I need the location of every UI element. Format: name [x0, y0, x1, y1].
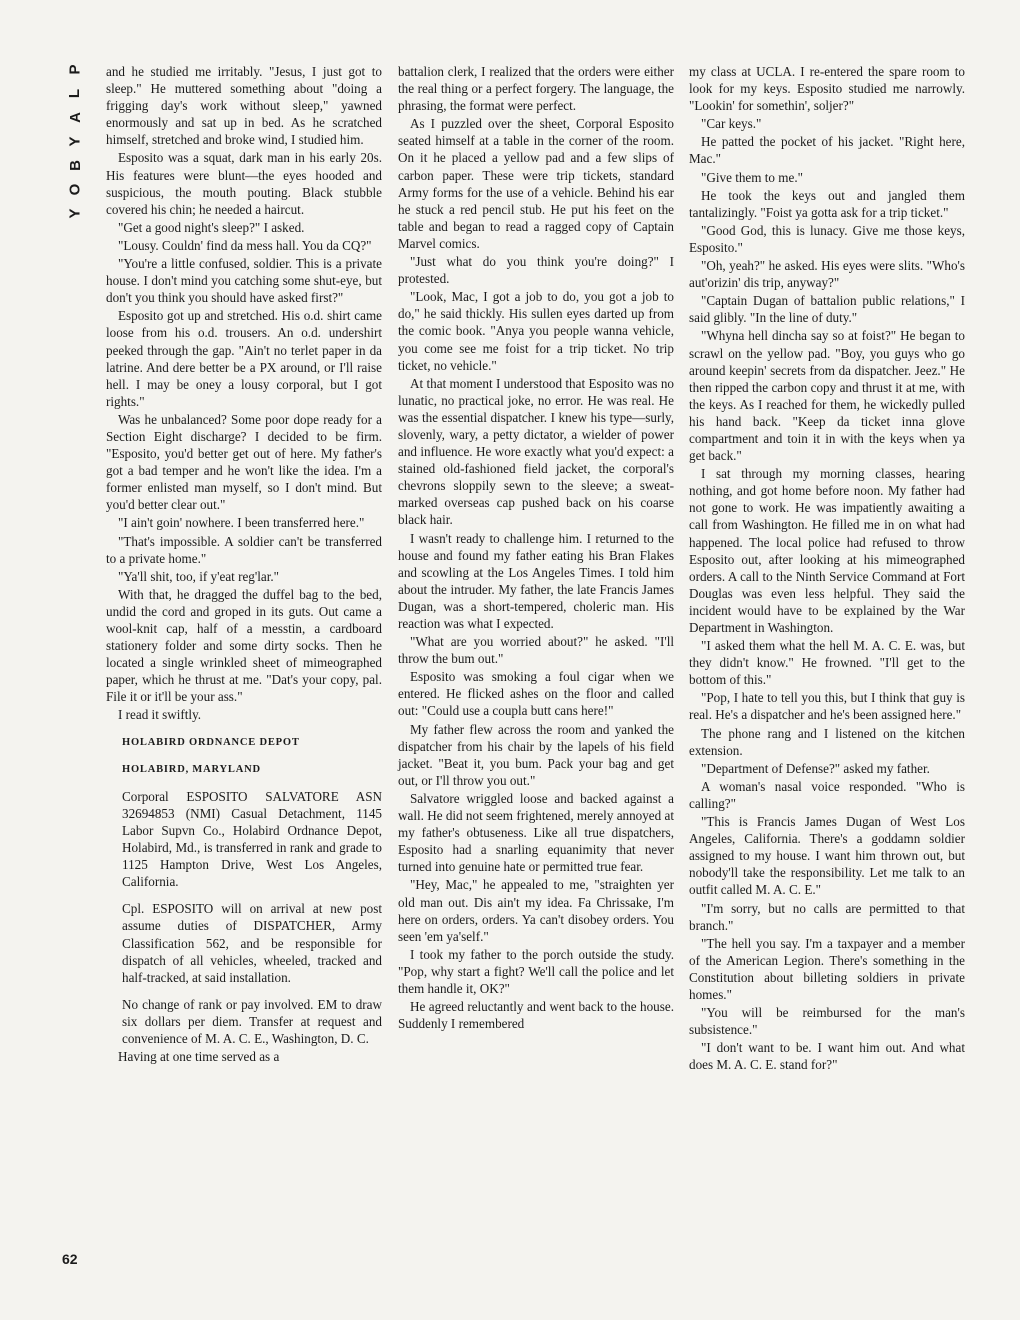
paragraph: "You will be reimbursed for the man's subsistence." — [689, 1005, 965, 1038]
masthead-letter: B — [66, 160, 84, 171]
paragraph: battalion clerk, I realized that the orders were either the real thing or a perfect forgery. The language, the phrasing, the format were perfect. — [398, 64, 674, 114]
masthead-letter: Y — [66, 208, 84, 219]
paragraph: "I'm sorry, but no calls are permitted to that branch." — [689, 900, 965, 933]
text-column-2 — [398, 63, 674, 1033]
paragraph: "Get a good night's sleep?" I asked. — [118, 219, 305, 235]
paragraph: Esposito was a squat, dark man in his early 20s. His features were blunt—the eyes hooded and suspicious, the mouth pouting. Black stubble covered his chin; he needed a haircut. — [106, 150, 382, 217]
paragraph: I sat through my morning classes, hearing nothing, and got home before noon. My father had not gone to work. He was impatiently awaiting a call from Washington. He filled me in on what had happened. The local police had refused to throw Esposito out, after looking at his mimeographed orders. A call to the Ninth Service Command at Fort Douglas was even less helpful. They said the incident would have to be explained by the War Department in Washington. — [689, 466, 965, 635]
memo-heading: HOLABIRD, MARYLAND — [122, 763, 261, 775]
magazine-masthead — [64, 62, 86, 242]
paragraph: At that moment I understood that Esposito was no lunatic, no practical joke, no error. He was real. He was the essential dispatcher. I knew his type—surly, slovenly, wary, a petty dictator, a wielder of power and influence. He wore exactly what you'd expect: a stained old-fashioned field jacket, the corporal's chevrons sloppily sewn to the sleeve; a sweat-marked overseas cap pushed back on his coarse black hair. — [398, 375, 674, 528]
memo-paragraph: Cpl. ESPOSITO will on arrival at new post assume duties of DISPATCHER, Army Classification 562, and be responsible for dispatch of all vehicles, wheeled, tracked and half-tracked, at said installation. — [122, 901, 382, 985]
paragraph: With that, he dragged the duffel bag to the bed, undid the cord and groped in its guts. Out came a wool-knit cap, half of a messtin, a cardboard stationery folder and some dirty socks. Then he located a single wrinkled sheet of mimeographed paper, which he thrust at me. "Dat's your copy, pal. File it or it'll be your ass." — [106, 586, 382, 705]
paragraph: "This is Francis James Dugan of West Los Angeles, California. There's a goddamn soldier assigned to my house. I want him thrown out, but nobody'll take the responsibility. Let me talk to an outfit called M. A. C. E." — [689, 814, 965, 898]
paragraph: "The hell you say. I'm a taxpayer and a member of the American Legion. There's something in the Constitution about billeting soldiers in private homes." — [689, 935, 965, 1002]
paragraph: "I ain't goin' nowhere. I been transferred here." — [118, 515, 365, 531]
masthead-letter: P — [66, 64, 84, 75]
paragraph: Was he unbalanced? Some poor dope ready for a Section Eight discharge? I decided to be firm. "Esposito, you'd better get out of here. My father's got a bad temper and he won't like the idea. I'm a former enlisted man myself, so I don't mind. But you'd better clear out." — [106, 411, 382, 513]
paragraph: Having at one time served as a — [118, 1049, 280, 1065]
paragraph: "Whyna hell dincha say so at foist?" He began to scrawl on the yellow pad. "Boy, you guys who go around keepin' secrets from da dispatcher. Jeez." He then ripped the carbon copy and thrust it at me, with the keys. As I reached for them, he wickedly pulled his hand back. "Keep da ticket inna glove compartment and toin it in with the keys when ya get back." — [689, 328, 965, 464]
page-number: 62 — [62, 1251, 78, 1267]
text-column-1 — [106, 63, 382, 1066]
paragraph: Esposito was smoking a foul cigar when we entered. He flicked ashes on the floor and called out: "Could use a coupla butt cans here!" — [398, 669, 674, 719]
paragraph: I wasn't ready to challenge him. I returned to the house and found my father eating his Bran Flakes and scowling at the Los Angeles Times. I told him about the intruder. My father, the late Francis James Dugan, was a short-tempered, choleric man. His reaction was what I expected. — [398, 530, 674, 631]
paragraph: "Lousy. Couldn' find da mess hall. You da CQ?" — [118, 237, 372, 253]
paragraph: "Just what do you think you're doing?" I protested. — [398, 254, 674, 287]
paragraph: and he studied me irritably. "Jesus, I just got to sleep." He muttered something about "doing a frigging day's work without sleep," yawned enormously and sat up in bed. As he scratched himself, stretched and broke wind, I studied him. — [106, 64, 382, 148]
paragraph: my class at UCLA. I re-entered the spare room to look for my keys. Esposito studied me narrowly. "Lookin' for somethin', soljer?" — [689, 64, 965, 114]
paragraph: "Hey, Mac," he appealed to me, "straighten yer old man out. Dis ain't my idea. Fa Chrissake, I'm here on orders, orders. Ya can't disobey orders. You seen 'em ya'self." — [398, 877, 674, 944]
paragraph: "Ya'll shit, too, if y'eat reg'lar." — [118, 568, 280, 584]
paragraph: "You're a little confused, soldier. This is a private house. I don't mind you catching some shut-eye, but don't you think you should have asked first?" — [106, 256, 382, 306]
paragraph: Esposito got up and stretched. His o.d. shirt came loose from his o.d. trousers. An o.d. undershirt peeked through the gap. "Ain't no terlet paper in da latrine. And dere better be a PX around, or I'll raise hell. I may be oney a lousy corporal, but I got rights." — [106, 308, 382, 409]
paragraph: He patted the pocket of his jacket. "Right here, Mac." — [689, 134, 965, 167]
paragraph: The phone rang and I listened on the kitchen extension. — [689, 725, 965, 758]
paragraph: "Department of Defense?" asked my father. — [701, 760, 930, 776]
masthead-letter: O — [66, 183, 84, 196]
paragraph: "Oh, yeah?" he asked. His eyes were slits. "Who's aut'orizin' dis trip, anyway?" — [689, 258, 965, 291]
paragraph: "I asked them what the hell M. A. C. E. was, but they didn't know." He frowned. "I'll get to the bottom of this." — [689, 638, 965, 688]
paragraph: "That's impossible. A soldier can't be transferred to a private home." — [106, 533, 382, 566]
paragraph: "Captain Dugan of battalion public relations," I said glibly. "In the line of duty." — [689, 293, 965, 326]
memo-paragraph: No change of rank or pay involved. EM to draw six dollars per diem. Transfer at request and convenience of M. A. C. E., Washington, D. C. — [122, 996, 382, 1046]
paragraph: "Good God, this is lunacy. Give me those keys, Esposito." — [689, 222, 965, 255]
paragraph: He agreed reluctantly and went back to the house. Suddenly I remembered — [398, 999, 674, 1032]
paragraph: As I puzzled over the sheet, Corporal Esposito seated himself at a table in the corner of the room. On it he placed a yellow pad and a few slips of carbon paper. These were trip tickets, standard Army forms for the use of a vehicle. Behind his ear he stuck a red pencil stub. He put his feet on the table and began to read a ragged copy of Captain Marvel comics. — [398, 116, 674, 251]
paragraph: "Give them to me." — [701, 169, 803, 185]
paragraph: Salvatore wriggled loose and backed against a wall. He did not seem frightened, merely annoyed at my father's obtuseness. Like all true dispatchers, Esposito had a snarling equanimity that never turned into genuine hate or permitted true fear. — [398, 790, 674, 875]
paragraph: I read it swiftly. — [118, 707, 202, 723]
text-column-3 — [689, 63, 965, 1074]
memo-paragraph: Corporal ESPOSITO SALVATORE ASN 32694853 (NMI) Casual Detachment, 1145 Labor Supvn Co., Holabird Ordnance Depot, Holabird, Md., is transferred in rank and grade to 1125 Hampton Drive, West Los Angeles, California. — [122, 788, 382, 890]
masthead-letter: L — [66, 88, 84, 99]
paragraph: He took the keys out and jangled them tantalizingly. "Foist ya gotta ask for a trip ticket." — [689, 187, 965, 220]
masthead-letter: A — [66, 112, 84, 123]
paragraph: "What are you worried about?" he asked. "I'll throw the bum out." — [398, 634, 674, 667]
memo-heading: HOLABIRD ORDNANCE DEPOT — [122, 736, 300, 748]
paragraph: "Look, Mac, I got a job to do, you got a job to do," he said thickly. His sullen eyes darted up from the comic book. "Anya you people wanna vehicle, you come see me foist for a trip ticket. No trip ticket, no vehicle." — [398, 289, 674, 373]
masthead-letter: Y — [66, 136, 84, 147]
paragraph: "Car keys." — [701, 116, 762, 132]
paragraph: My father flew across the room and yanked the dispatcher from his chair by the lapels of his field jacket. "Beat it, you bum. Pack your bag and get out, or I'll throw you out." — [398, 721, 674, 788]
paragraph: "I don't want to be. I want him out. And what does M. A. C. E. stand for?" — [689, 1040, 965, 1073]
paragraph: "Pop, I hate to tell you this, but I think that guy is real. He's a dispatcher and he's been assigned here." — [689, 690, 965, 723]
paragraph: A woman's nasal voice responded. "Who is calling?" — [689, 778, 965, 811]
paragraph: I took my father to the porch outside the study. "Pop, why start a fight? We'll call the police and let them handle it, OK?" — [398, 946, 674, 996]
